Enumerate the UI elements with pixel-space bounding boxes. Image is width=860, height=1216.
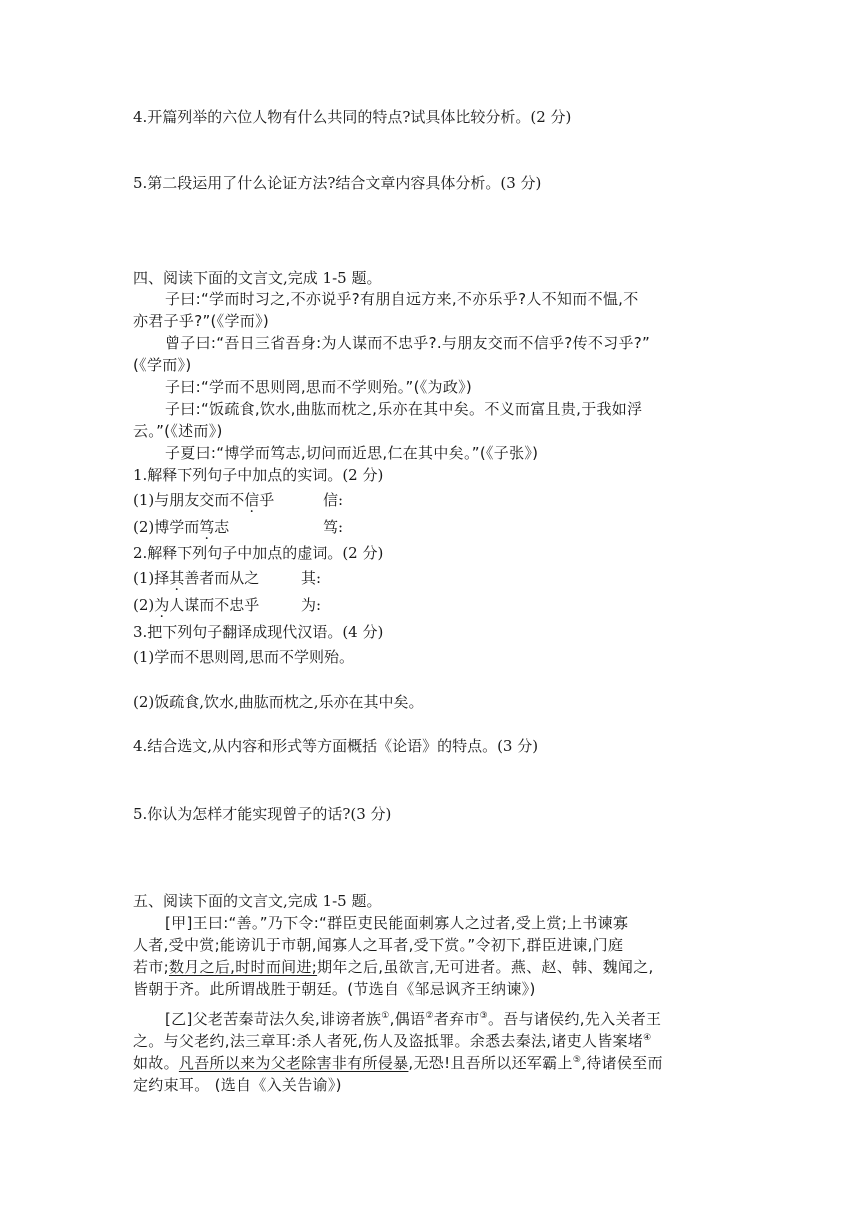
dotted-word: 笃 [199,518,215,536]
item-text: 人谋而不忠乎 [169,596,260,614]
text: 者弃市 [433,1010,480,1028]
question-4: 4.结合选文,从内容和形式等方面概括《论语》的特点。(3 分) [133,737,539,755]
question-1-item-2 [133,517,229,537]
item-text: (2)博学而 [133,518,200,536]
passage-3: 子曰:“学而不思则罔,思而不学则殆。”(《为政》) [165,378,473,396]
item-text: (2) [133,596,155,614]
question-1: 1.解释下列句子中加点的实词。(2 分) [133,466,384,484]
jia-line-2: 人者,受中赏;能谤讥于市朝,闻寡人之耳者,受下赏。”令初下,群臣进谏,门庭 [133,936,624,954]
question-5: 5.你认为怎样才能实现曾子的话?(3 分) [133,805,392,823]
question-2: 2.解释下列句子中加点的虚词。(2 分) [133,544,384,562]
underlined-sentence: 凡吾所以来为父老除害非有所侵暴 [178,1054,409,1072]
text: 如故。 [133,1054,179,1072]
item-text: 志 [214,518,230,536]
jia-line-4: 皆朝于齐。此所谓战胜于朝廷。(节选自《邹忌讽齐王纳谏》) [133,980,536,998]
section-4-heading: 四、阅读下面的文言文,完成 1-5 题。 [133,269,382,287]
underlined-sentence: 数月之后,时时而间进; [168,958,318,976]
footnote-marker: ⑤ [572,1055,582,1065]
text: ,待诸侯至而 [581,1054,663,1072]
jia-line-1: [甲]王曰:“善。”乃下令:“群臣吏民能面刺寡人之过者,受上赏;上书谏寡 [165,914,629,932]
section-5-heading: 五、阅读下面的文言文,完成 1-5 题。 [133,892,382,910]
passage-4-line-1: 子曰:“饭疏食,饮水,曲肱而枕之,乐亦在其中矣。不义而富且贵,于我如浮 [165,400,643,418]
jia-line-3 [133,957,654,977]
text: 之。与父老约,法三章耳:杀人者死,伤人及盗抵罪。余悉去秦法,诸吏人皆案堵 [133,1032,644,1050]
footnote-marker: ② [425,1011,434,1021]
yi-line-4: 定约束耳。 (选自《入关告谕》) [133,1076,342,1094]
passage-2-line-2: (《学而》) [133,356,192,374]
item-text: 乎 [259,491,275,509]
footnote-marker: ④ [643,1033,652,1043]
item-text: 善者而从之 [184,569,260,587]
text: [乙]父老苦秦苛法久矣,诽谤者族 [165,1010,382,1028]
passage-2-line-1: 曾子曰:“吾日三省吾身:为人谋而不忠乎?.与朋友交而不信乎?传不习乎?” [165,334,651,352]
footnote-marker: ③ [479,1011,488,1021]
question-1-item-1-label: 信: [323,491,344,509]
dotted-word: 为 [154,596,170,614]
text: ,偶语 [389,1010,426,1028]
question-2-item-2-label: 为: [301,596,322,614]
passage-5: 子夏曰:“博学而笃志,切问而近思,仁在其中矣。”(《子张》) [165,444,539,462]
yi-line-1 [165,1009,661,1029]
passage-1-line-1: 子曰:“学而时习之,不亦说乎?有朋自远方来,不亦乐乎?人不知而不愠,不 [165,290,639,308]
question-1-item-2-label: 笃: [323,518,344,536]
passage-4-line-2: 云。”(《述而》) [133,422,223,440]
question-3: 3.把下列句子翻译成现代汉语。(4 分) [133,623,384,641]
text: 期年之后,虽欲言,无可进者。燕、赵、韩、魏闻之, [317,958,654,976]
text: 。吾与诸侯约,先入关者王 [487,1010,662,1028]
yi-line-3 [133,1053,663,1073]
item-text: (1)与朋友交而不 [133,491,245,509]
yi-line-2 [133,1031,652,1051]
question-2-item-1-label: 其: [301,569,322,587]
dotted-word: 信 [244,491,260,509]
question-4-prev: 4.开篇列举的六位人物有什么共同的特点?试具体比较分析。(2 分) [133,108,572,126]
question-2-item-1 [133,568,259,588]
text: 若市; [133,958,169,976]
footnote-marker: ① [381,1011,390,1021]
question-5-prev: 5.第二段运用了什么论证方法?结合文章内容具体分析。(3 分) [133,174,542,192]
question-3-item-1: (1)学而不思则罔,思而不学则殆。 [133,648,355,666]
question-2-item-2 [133,595,259,615]
item-text: (1)择 [133,569,170,587]
question-3-item-2: (2)饭疏食,饮水,曲肱而枕之,乐亦在其中矣。 [133,693,424,711]
passage-1-line-2: 亦君子乎?”(《学而》) [133,312,270,330]
dotted-word: 其 [169,569,185,587]
question-1-item-1 [133,490,274,510]
text: ,无恐!且吾所以还军霸上 [408,1054,573,1072]
